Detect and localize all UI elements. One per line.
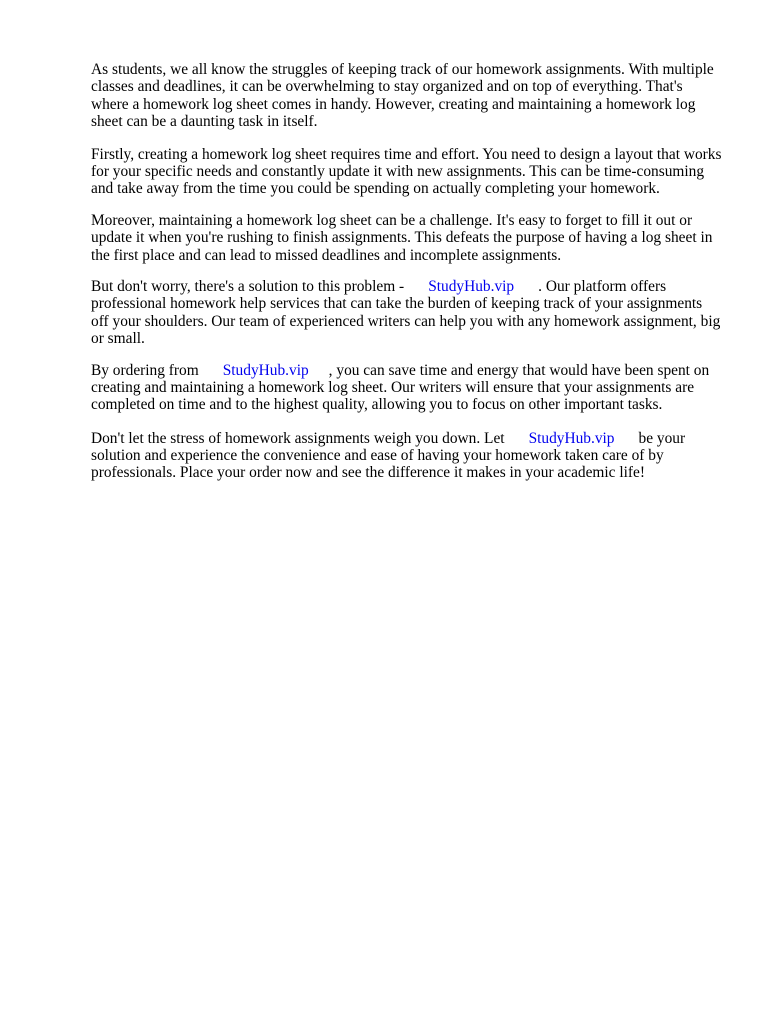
paragraph-ordering-text-end: , you can save time and energy that would have been spent on creating and maintaining a homework log sheet. Our writers will ensure that your assignments are completed on time and to the highest quality, allowing you to focus on other important tasks.: [91, 361, 710, 414]
paragraph-solution-text-start: But don't worry, there's a solution to this problem -: [91, 277, 405, 295]
paragraph-closing: [91, 430, 723, 482]
paragraph-ordering-text-start: By ordering from: [91, 361, 199, 379]
paragraph-solution: [91, 278, 723, 347]
document-body: [91, 61, 723, 497]
paragraph-closing-text-end: be your solution and experience the convenience and ease of having your homework taken care of by professionals. Place your order now and see the difference it makes in your academic life!: [91, 429, 686, 482]
studyhub-link-1[interactable]: StudyHub.vip: [428, 277, 515, 295]
studyhub-link-2[interactable]: StudyHub.vip: [222, 361, 309, 379]
studyhub-link-3[interactable]: StudyHub.vip: [528, 429, 615, 447]
paragraph-moreover: Moreover, maintaining a homework log sheet can be a challenge. It's easy to forget to fill it out or update it when you're rushing to finish assignments. This defeats the purpose of having a log sheet in the first place and can lead to missed deadlines and incomplete assignments.: [91, 212, 713, 264]
paragraph-ordering: [91, 362, 723, 414]
paragraph-closing-text-start: Don't let the stress of homework assignments weigh you down. Let: [91, 429, 505, 447]
paragraph-firstly: Firstly, creating a homework log sheet requires time and effort. You need to design a layout that works for your specific needs and constantly update it with new assignments. This can be time-consuming and take away from the time you could be spending on actually completing your homework.: [91, 145, 722, 198]
paragraph-intro: As students, we all know the struggles of keeping track of our homework assignments. With multiple classes and deadlines, it can be overwhelming to stay organized and on top of everything. That's where a homework log sheet comes in handy. However, creating and maintaining a homework log sheet can be a daunting task in itself.: [91, 61, 714, 130]
paragraph-solution-text-end: . Our platform offers professional homework help services that can take the burden of keeping track of your assignments off your shoulders. Our team of experienced writers can help you with any homework assignment, big or small.: [91, 277, 721, 347]
